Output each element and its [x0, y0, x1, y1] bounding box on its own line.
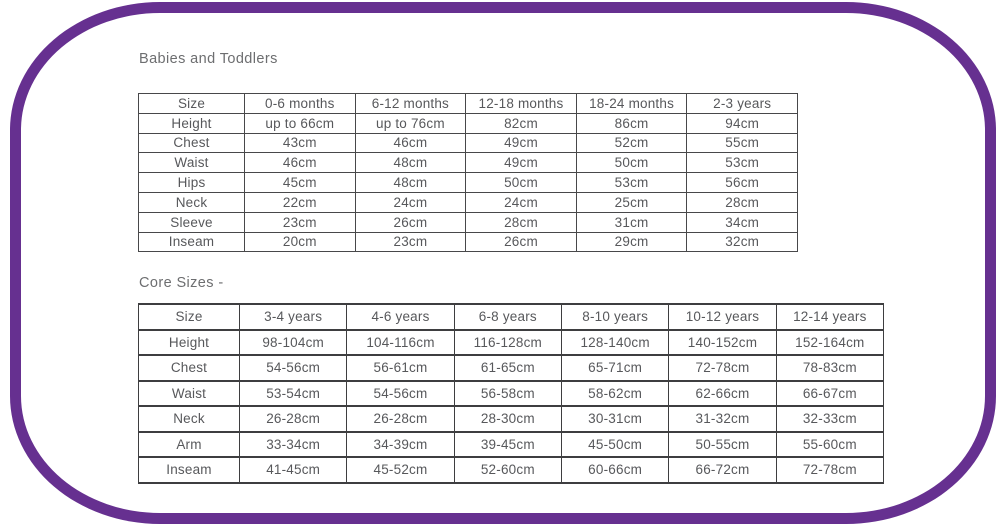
value-cell: 26-28cm — [240, 406, 347, 432]
value-cell: 128-140cm — [561, 330, 668, 356]
value-cell: 58-62cm — [561, 381, 668, 407]
value-cell: 28cm — [687, 192, 798, 212]
value-cell: 86cm — [576, 113, 687, 133]
column-header: 2-3 years — [687, 94, 798, 114]
value-cell: 46cm — [355, 133, 466, 153]
value-cell: 26cm — [466, 232, 577, 252]
value-cell: 24cm — [466, 192, 577, 212]
value-cell: 56-58cm — [454, 381, 561, 407]
babies-size-table — [138, 93, 798, 252]
value-cell: 49cm — [466, 153, 577, 173]
value-cell: 45cm — [245, 173, 356, 193]
column-header: 8-10 years — [561, 304, 668, 330]
value-cell: 39-45cm — [454, 432, 561, 458]
value-cell: 48cm — [355, 153, 466, 173]
table-row — [139, 133, 798, 153]
value-cell: 98-104cm — [240, 330, 347, 356]
value-cell: 31cm — [576, 212, 687, 232]
value-cell: 45-52cm — [347, 457, 454, 483]
value-cell: 56-61cm — [347, 355, 454, 381]
value-cell: 22cm — [245, 192, 356, 212]
value-cell: 56cm — [687, 173, 798, 193]
table-row — [139, 232, 798, 252]
value-cell: 60-66cm — [561, 457, 668, 483]
value-cell: 72-78cm — [776, 457, 883, 483]
value-cell: 34-39cm — [347, 432, 454, 458]
value-cell: 54-56cm — [347, 381, 454, 407]
header-row — [139, 304, 884, 330]
row-label: Hips — [139, 173, 245, 193]
header-row — [139, 94, 798, 114]
table-row — [139, 406, 884, 432]
value-cell: up to 76cm — [355, 113, 466, 133]
column-header: Size — [139, 304, 240, 330]
table-row — [139, 432, 884, 458]
value-cell: 50cm — [576, 153, 687, 173]
table-row — [139, 381, 884, 407]
value-cell: 55-60cm — [776, 432, 883, 458]
value-cell: 41-45cm — [240, 457, 347, 483]
value-cell: 23cm — [355, 232, 466, 252]
column-header: 4-6 years — [347, 304, 454, 330]
core-table-title: Core Sizes - — [139, 275, 224, 291]
value-cell: 54-56cm — [240, 355, 347, 381]
value-cell: 23cm — [245, 212, 356, 232]
row-label: Height — [139, 113, 245, 133]
babies-table-title: Babies and Toddlers — [139, 51, 278, 67]
row-label: Inseam — [139, 457, 240, 483]
value-cell: 52cm — [576, 133, 687, 153]
value-cell: 43cm — [245, 133, 356, 153]
value-cell: 45-50cm — [561, 432, 668, 458]
value-cell: 29cm — [576, 232, 687, 252]
table-row — [139, 173, 798, 193]
row-label: Waist — [139, 381, 240, 407]
column-header: 0-6 months — [245, 94, 356, 114]
column-header: 6-8 years — [454, 304, 561, 330]
value-cell: 46cm — [245, 153, 356, 173]
column-header: 18-24 months — [576, 94, 687, 114]
column-header: 10-12 years — [669, 304, 776, 330]
value-cell: 25cm — [576, 192, 687, 212]
value-cell: 28-30cm — [454, 406, 561, 432]
column-header: 3-4 years — [240, 304, 347, 330]
value-cell: 78-83cm — [776, 355, 883, 381]
table-row — [139, 355, 884, 381]
column-header: 12-18 months — [466, 94, 577, 114]
row-label: Chest — [139, 355, 240, 381]
table-row — [139, 212, 798, 232]
table-row — [139, 457, 884, 483]
value-cell: 26-28cm — [347, 406, 454, 432]
row-label: Neck — [139, 192, 245, 212]
value-cell: 116-128cm — [454, 330, 561, 356]
value-cell: 31-32cm — [669, 406, 776, 432]
value-cell: 32cm — [687, 232, 798, 252]
value-cell: 152-164cm — [776, 330, 883, 356]
value-cell: 52-60cm — [454, 457, 561, 483]
value-cell: 94cm — [687, 113, 798, 133]
row-label: Chest — [139, 133, 245, 153]
value-cell: 53cm — [576, 173, 687, 193]
core-size-table — [138, 303, 884, 484]
value-cell: 140-152cm — [669, 330, 776, 356]
table-row — [139, 153, 798, 173]
row-label: Sleeve — [139, 212, 245, 232]
value-cell: 26cm — [355, 212, 466, 232]
value-cell: 104-116cm — [347, 330, 454, 356]
value-cell: 20cm — [245, 232, 356, 252]
value-cell: 48cm — [355, 173, 466, 193]
column-header: 12-14 years — [776, 304, 883, 330]
value-cell: 49cm — [466, 133, 577, 153]
row-label: Height — [139, 330, 240, 356]
table-row — [139, 113, 798, 133]
value-cell: 66-72cm — [669, 457, 776, 483]
value-cell: 33-34cm — [240, 432, 347, 458]
table-row — [139, 330, 884, 356]
value-cell: 53cm — [687, 153, 798, 173]
value-cell: 34cm — [687, 212, 798, 232]
value-cell: 55cm — [687, 133, 798, 153]
value-cell: 62-66cm — [669, 381, 776, 407]
value-cell: 53-54cm — [240, 381, 347, 407]
row-label: Inseam — [139, 232, 245, 252]
row-label: Arm — [139, 432, 240, 458]
value-cell: 65-71cm — [561, 355, 668, 381]
column-header: Size — [139, 94, 245, 114]
value-cell: 61-65cm — [454, 355, 561, 381]
value-cell: 50cm — [466, 173, 577, 193]
table-row — [139, 192, 798, 212]
value-cell: 24cm — [355, 192, 466, 212]
value-cell: 30-31cm — [561, 406, 668, 432]
value-cell: 66-67cm — [776, 381, 883, 407]
value-cell: up to 66cm — [245, 113, 356, 133]
value-cell: 50-55cm — [669, 432, 776, 458]
column-header: 6-12 months — [355, 94, 466, 114]
value-cell: 82cm — [466, 113, 577, 133]
row-label: Neck — [139, 406, 240, 432]
value-cell: 72-78cm — [669, 355, 776, 381]
row-label: Waist — [139, 153, 245, 173]
value-cell: 28cm — [466, 212, 577, 232]
value-cell: 32-33cm — [776, 406, 883, 432]
